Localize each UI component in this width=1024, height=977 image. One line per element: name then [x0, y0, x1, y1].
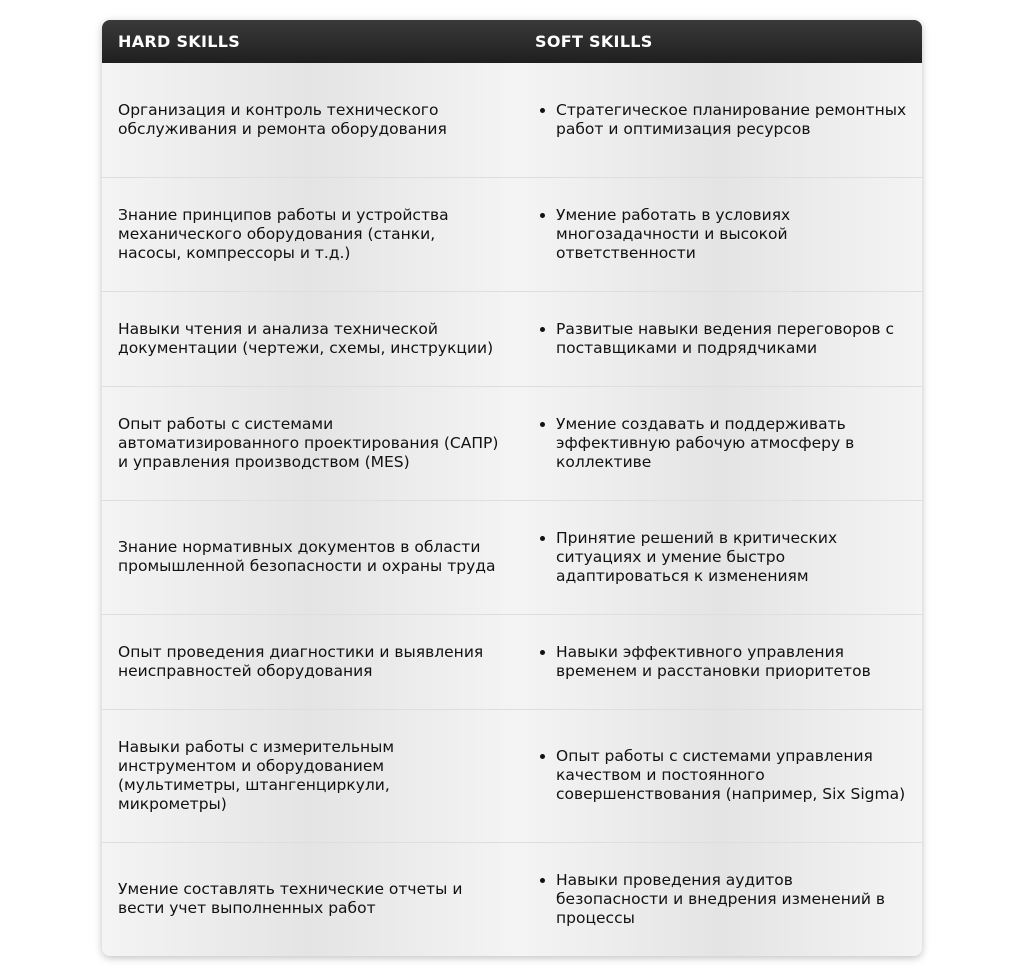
header-soft-skills: SOFT SKILLS — [519, 20, 922, 63]
hard-skill-cell: Навыки работы с измерительным инструментом и оборудованием (мультиметры, штангенциркули, микрометры) — [102, 709, 519, 842]
soft-skill-item: • Принятие решений в критических ситуациях и умение быстро адаптироваться к изменениям — [556, 529, 908, 586]
table-row — [102, 500, 922, 614]
table-row — [102, 63, 922, 177]
table-row — [102, 709, 922, 842]
hard-skill-cell: Навыки чтения и анализа технической документации (чертежи, схемы, инструкции) — [102, 291, 519, 386]
skills-table-card — [102, 20, 922, 956]
soft-skill-item: • Опыт работы с системами управления качеством и постоянного совершенствования (например, Six Sigma) — [556, 747, 908, 804]
skills-table — [102, 20, 922, 956]
table-row — [102, 842, 922, 956]
hard-skill-cell: Опыт проведения диагностики и выявления неисправностей оборудования — [102, 614, 519, 709]
soft-skill-item: • Умение работать в условиях многозадачности и высокой ответственности — [556, 206, 908, 263]
hard-skill-cell: Знание принципов работы и устройства механического оборудования (станки, насосы, компрессоры и т.д.) — [102, 177, 519, 291]
table-row — [102, 291, 922, 386]
soft-skill-cell — [519, 291, 922, 386]
hard-skill-cell: Знание нормативных документов в области промышленной безопасности и охраны труда — [102, 500, 519, 614]
table-row — [102, 177, 922, 291]
soft-skill-cell — [519, 177, 922, 291]
table-row — [102, 614, 922, 709]
header-hard-skills: HARD SKILLS — [102, 20, 519, 63]
soft-skill-cell — [519, 709, 922, 842]
soft-skill-cell — [519, 614, 922, 709]
soft-skill-cell — [519, 386, 922, 500]
soft-skill-item: • Умение создавать и поддерживать эффективную рабочую атмосферу в коллективе — [556, 415, 908, 472]
soft-skill-cell — [519, 63, 922, 177]
soft-skill-cell — [519, 842, 922, 956]
table-header-row — [102, 20, 922, 63]
soft-skill-item: • Навыки проведения аудитов безопасности и внедрения изменений в процессы — [556, 871, 908, 928]
soft-skill-item: • Развитые навыки ведения переговоров с поставщиками и подрядчиками — [556, 320, 908, 358]
hard-skill-cell: Организация и контроль технического обслуживания и ремонта оборудования — [102, 63, 519, 177]
soft-skill-item: • Стратегическое планирование ремонтных работ и оптимизация ресурсов — [556, 101, 908, 139]
soft-skill-cell — [519, 500, 922, 614]
soft-skill-item: • Навыки эффективного управления временем и расстановки приоритетов — [556, 643, 908, 681]
hard-skill-cell: Опыт работы с системами автоматизированного проектирования (САПР) и управления производством (MES) — [102, 386, 519, 500]
table-row — [102, 386, 922, 500]
hard-skill-cell: Умение составлять технические отчеты и вести учет выполненных работ — [102, 842, 519, 956]
